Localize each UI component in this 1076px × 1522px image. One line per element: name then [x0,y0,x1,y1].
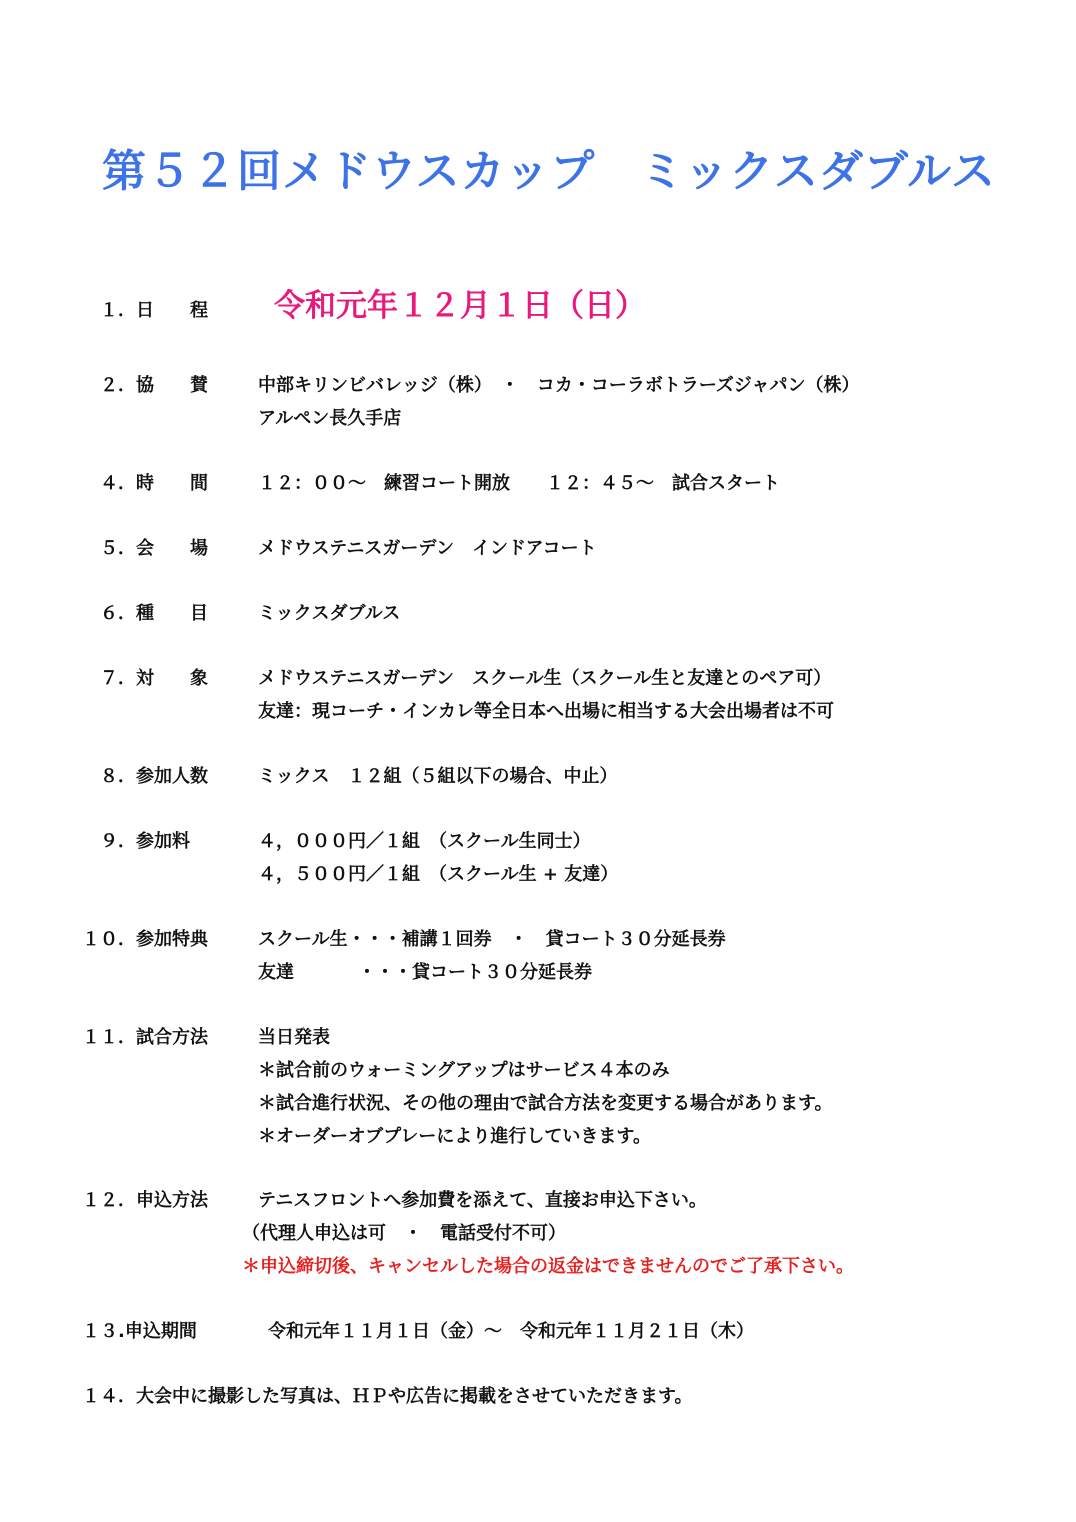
time-label: ４．時 間 [100,473,208,494]
fee-line-2: ４，５００円／１組 （スクール生 + 友達） [258,864,619,885]
venue-label: ５．会 場 [100,538,208,559]
sponsor-label: ２．協 賛 [100,375,208,396]
target-line-2: 友達：現コーチ・インカレ等全日本へ出場に相当する大会出場者は不可 [258,701,834,722]
event-label: ６．種 目 [100,603,208,624]
capacity-label: ８．参加人数 [100,766,208,787]
cancellation-warning: ＊申込締切後、キャンセルした場合の返金はできませんのでご了承下さい。 [242,1256,854,1277]
date-label: １．日 程 [100,300,208,321]
apply-line-1: テニスフロントへ参加費を添えて、直接お申込下さい。 [258,1190,707,1211]
photo-notice: １４．大会中に撮影した写真は、ＨＰや広告に掲載をさせていただきます。 [82,1386,693,1407]
target-line-1: メドウステニスガーデン スクール生（スクール生と友達とのペア可） [258,668,832,689]
time-value: １２：００～ 練習コート開放 １２：４５～ 試合スタート [258,473,780,494]
period-value: 令和元年１１月１日（金）～ 令和元年１１月２１日（木） [268,1321,754,1342]
method-label: １１．試合方法 [82,1027,208,1048]
benefits-line-1: スクール生・・・補講１回券 ・ 貸コート３０分延長券 [258,929,726,950]
period-label: １３.申込期間 [82,1321,197,1342]
page-title: 第５２回メドウスカップ ミックスダブルス [102,146,996,197]
venue-value: メドウステニスガーデン インドアコート [258,538,597,559]
apply-label: １２．申込方法 [82,1190,208,1211]
sponsor-line-1: 中部キリンビバレッジ（株） ・ コカ・コーラボトラーズジャパン（株） [258,375,860,396]
benefits-line-2-value: ・・・貸コート３０分延長券 [358,962,592,983]
target-label: ７．対 象 [100,668,208,689]
apply-line-2: （代理人申込は可 ・ 電話受付不可） [242,1223,566,1244]
sponsor-line-2: アルペン長久手店 [258,408,402,429]
benefits-line-2-label: 友達 [258,962,294,983]
event-value: ミックスダブルス [258,603,401,624]
method-line-4: ＊オーダーオブプレーにより進行していきます。 [258,1126,651,1147]
capacity-value: ミックス １２組（５組以下の場合、中止） [258,766,618,787]
fee-line-1: ４，０００円／１組 （スクール生同士） [258,831,591,852]
fee-label: ９．参加料 [100,831,190,852]
benefits-label: １０．参加特典 [82,929,208,950]
method-line-2: ＊試合前のウォーミングアップはサービス４本のみ [258,1060,670,1081]
method-line-3: ＊試合進行状況、その他の理由で試合方法を変更する場合があります。 [258,1093,833,1114]
method-line-1: 当日発表 [258,1027,330,1048]
event-date: 令和元年１２月１日（日） [274,288,646,324]
